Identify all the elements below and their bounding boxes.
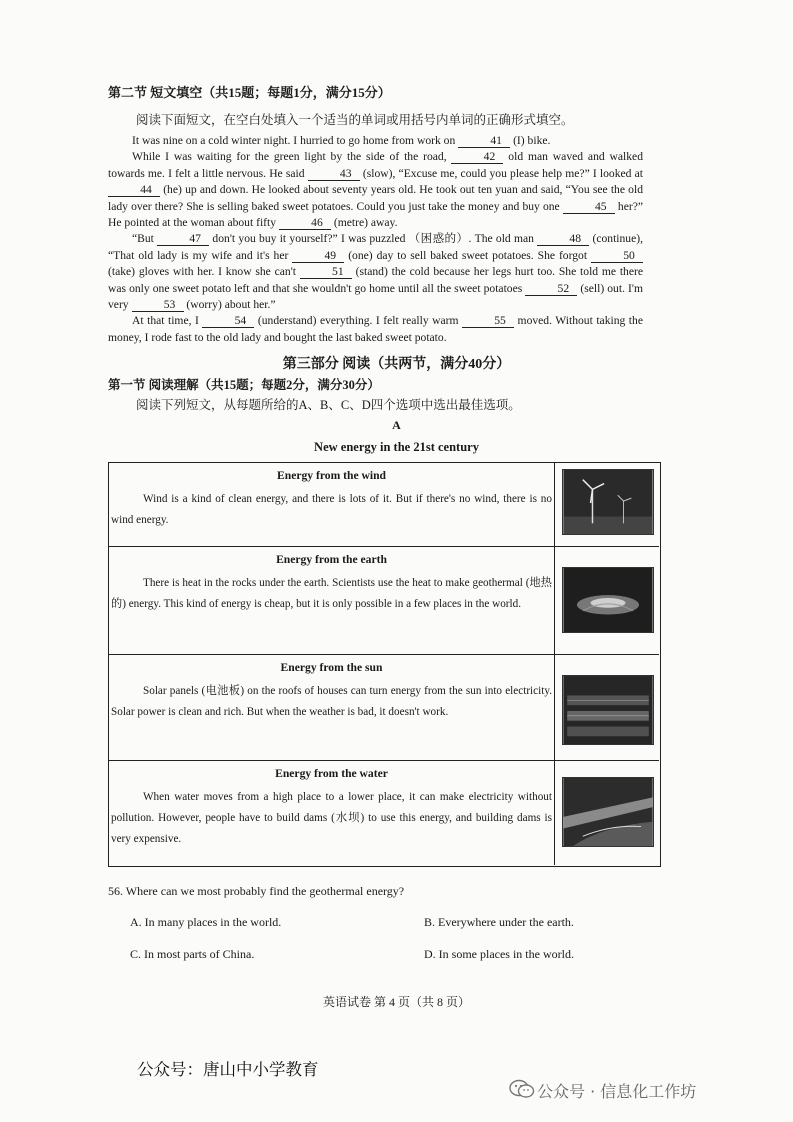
energy-row-text <box>109 463 555 546</box>
energy-row-title: Energy from the wind <box>277 469 386 482</box>
passage-text: At that time, I <box>132 314 203 328</box>
energy-row-body: There is heat in the rocks under the earth. Scientists use the heat to make geothermal (地热的) energy. This kind of energy is cheap, but it is only possible in a few places in the world. <box>111 577 552 610</box>
passage-text: “Excuse me, could you please help me?” I looked at <box>395 166 643 180</box>
wechat-icon <box>509 1079 535 1099</box>
blank-hint: (take) gloves with her. I know she can't <box>108 265 300 279</box>
cloze-blank-43: 43 <box>308 167 360 181</box>
energy-row-text <box>109 761 555 865</box>
question-56-stem: 56. Where can we most probably find the geothermal energy? <box>108 884 405 898</box>
blank-hint: (slow), <box>359 166 396 180</box>
cloze-paragraph <box>108 231 643 313</box>
cloze-blank-54: 54 <box>202 314 254 328</box>
cloze-blank-46: 46 <box>279 216 331 230</box>
page-footer: 英语试卷 第 4 页（共 8 页） <box>322 995 470 1009</box>
blank-hint: (metre) away. <box>330 216 398 230</box>
option-c: C. In most parts of China. <box>130 947 255 961</box>
energy-row-text <box>109 655 555 760</box>
cloze-paragraph <box>108 149 643 231</box>
blank-hint: (sell) out. I'm very <box>108 281 643 312</box>
option-a: A. In many places in the world. <box>130 915 282 929</box>
blank-hint: (I) bike. <box>510 134 551 147</box>
cloze-blank-50: 50 <box>591 249 643 263</box>
article-title: New energy in the 21st century <box>314 440 479 454</box>
passage-text: It was nine on a cold winter night. I hurried to go home from work on <box>132 134 459 147</box>
energy-row-title: Energy from the earth <box>276 553 387 566</box>
cloze-paragraph <box>108 313 643 346</box>
cloze-blank-51: 51 <box>300 265 352 279</box>
cloze-paragraph <box>108 133 643 149</box>
blank-hint: (he) up and down. He looked about seventy years old. He took out ten yuan and said, “You see the old lady over there? She is selling baked sweet potatoes. Could you just take the money and buy one <box>108 183 643 213</box>
energy-row-body: When water moves from a high place to a lower place, it can make electricity without pollution. However, people have to build dams (水坝) to use this energy, and building dams is very expensive. <box>111 791 552 845</box>
part3-heading: 第三部分 阅读（共两节，满分40分） <box>282 357 511 372</box>
cloze-blank-44: 44 <box>108 183 160 197</box>
cloze-blank-42: 42 <box>451 150 503 164</box>
cloze-blank-41: 41 <box>458 134 510 148</box>
section2-heading: 第二节 短文填空（共15题；每题1分，满分15分） <box>108 85 391 100</box>
dam-photo <box>562 777 654 847</box>
blank-hint: her?” He pointed at the woman about fifty <box>108 199 643 230</box>
watermark-account-right: 公众号 · 信息化工作坊 <box>537 1082 697 1101</box>
blank-hint: (continue), “That old lady is my wife and it's her <box>108 232 644 262</box>
passage-text: old man waved and walked towards me. I felt a little nervous. He said <box>108 150 643 180</box>
blank-hint: (stand) the cold because her legs hurt too. She told me there was only one sweet potato left and that she wouldn't go home until all the sweet potatoes <box>108 265 644 295</box>
article-letter: A <box>392 418 401 432</box>
cloze-blank-53: 53 <box>132 298 184 312</box>
energy-row-water <box>109 761 659 865</box>
option-b: B. Everywhere under the earth. <box>424 915 574 929</box>
geothermal-photo <box>562 567 654 633</box>
blank-hint: don't you buy it yourself?” I was puzzled （困惑的）. The old man <box>209 232 538 246</box>
reading-section-heading: 第一节 阅读理解（共15题；每题2分，满分30分） <box>108 378 380 392</box>
reading-instruction: 阅读下列短文，从每题所给的A、B、C、D四个选项中选出最佳选项。 <box>136 398 521 412</box>
passage-text: While I was waiting for the green light by the side of the road, <box>132 150 452 164</box>
watermark-account-left: 公众号：唐山中小学教育 <box>137 1060 319 1079</box>
blank-hint: moved. Without taking the money, I rode fast to the old lady and bought the last baked sweet potato. <box>108 314 643 344</box>
energy-row-sun <box>109 655 659 761</box>
option-d: D. In some places in the world. <box>424 947 574 961</box>
wind-turbine-photo <box>562 469 654 535</box>
energy-row-text <box>109 547 555 654</box>
energy-row-wind <box>109 463 659 547</box>
cloze-passage <box>108 133 643 346</box>
cloze-blank-49: 49 <box>292 249 344 263</box>
energy-row-earth <box>109 547 659 655</box>
cloze-blank-55: 55 <box>462 314 514 328</box>
cloze-blank-45: 45 <box>563 200 615 214</box>
energy-row-title: Energy from the sun <box>280 661 383 674</box>
blank-hint: (worry) about her.” <box>183 298 276 312</box>
energy-table <box>108 462 661 867</box>
cloze-blank-48: 48 <box>537 232 589 246</box>
solar-panel-photo <box>562 675 654 745</box>
blank-hint: (one) day to sell baked sweet potatoes. She forgot <box>344 248 591 262</box>
passage-text: “But <box>132 232 158 246</box>
energy-row-body: Wind is a kind of clean energy, and there is lots of it. But if there's no wind, there is no wind energy. <box>111 493 552 526</box>
cloze-blank-52: 52 <box>525 282 577 296</box>
blank-hint: (understand) everything. I felt really warm <box>254 314 463 328</box>
energy-row-title: Energy from the water <box>275 767 388 780</box>
section2-instruction: 阅读下面短文，在空白处填入一个适当的单词或用括号内单词的正确形式填空。 <box>136 113 574 127</box>
cloze-blank-47: 47 <box>157 232 209 246</box>
energy-row-body: Solar panels (电池板) on the roofs of houses can turn energy from the sun into electricity. Solar power is clean and rich. But when the weather is bad, it doesn't work. <box>111 685 552 718</box>
